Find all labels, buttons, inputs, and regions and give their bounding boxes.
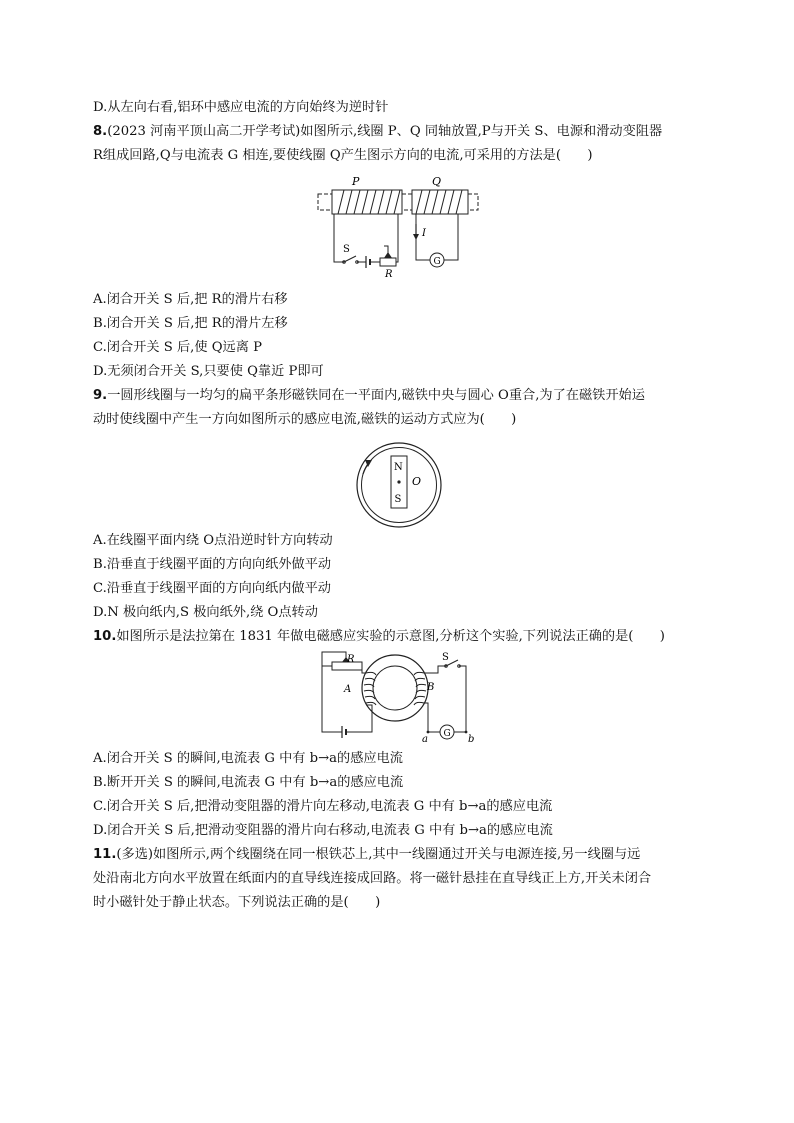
q8-number: 8.	[93, 124, 108, 139]
q8-stem-line-2: R组成回路,Q与电流表 G 相连,要使线圈 Q产生图示方向的电流,可采用的方法是( )	[93, 148, 593, 163]
fig8-label-s: S	[343, 244, 350, 255]
q11-stem-line-1	[93, 846, 640, 864]
fig10-label-b: B	[427, 682, 435, 693]
q8-option-a: A.闭合开关 S 后,把 R的滑片右移	[93, 292, 288, 307]
fig10-label-a: A	[344, 684, 352, 695]
q9-stem-text-1: 一圆形线圈与一均匀的扁平条形磁铁同在一平面内,磁铁中央与圆心 O重合,为了在磁铁开始运	[107, 388, 645, 403]
q9-option-b: B.沿垂直于线圈平面的方向向纸外做平动	[93, 557, 332, 572]
q10-stem-line-1	[93, 628, 665, 646]
fig9-label-s: S	[394, 494, 402, 505]
fig8-label-q: Q	[432, 175, 442, 188]
q8-stem-line-1	[93, 123, 662, 141]
q10-number: 10.	[93, 629, 117, 644]
q7-option-d: D.从左向右看,铝环中感应电流的方向始终为逆时针	[93, 100, 389, 115]
fig10-label-s: S	[442, 652, 449, 663]
q8-stem-text-1: (2023 河南平顶山高二开学考试)如图所示,线圈 P、Q 同轴放置,P与开关 S、电源和滑动变阻器	[107, 124, 663, 139]
fig10-label-b-terminal: b	[468, 734, 475, 744]
q8-option-b: B.闭合开关 S 后,把 R的滑片左移	[93, 316, 288, 331]
q9-stem-line-2: 动时使线圈中产生一方向如图所示的感应电流,磁铁的运动方式应为( )	[93, 412, 517, 427]
fig8-label-r: R	[385, 269, 393, 280]
fig9-center-dot	[397, 480, 400, 483]
q8-figure	[314, 172, 484, 280]
q9-stem-line-1	[93, 387, 645, 405]
q10-option-c: C.闭合开关 S 后,把滑动变阻器的滑片向左移动,电流表 G 中有 b→a的感应电流	[93, 799, 553, 814]
q8-option-c: C.闭合开关 S 后,使 Q远离 P	[93, 340, 262, 355]
q9-option-d: D.N 极向纸内,S 极向纸外,绕 O点转动	[93, 605, 318, 620]
q10-figure	[316, 648, 482, 744]
q11-stem-text-1: (多选)如图所示,两个线圈绕在同一根铁芯上,其中一线圈通过开关与电源连接,另一线圈与远	[116, 847, 641, 862]
fig8-label-g: G	[433, 257, 441, 267]
fig9-label-o: O	[412, 475, 422, 488]
q9-option-c: C.沿垂直于线圈平面的方向向纸内做平动	[93, 581, 331, 596]
q11-stem-line-3: 时小磁针处于静止状态。下列说法正确的是( )	[93, 895, 381, 910]
fig8-label-i: I	[422, 228, 426, 239]
fig10-label-g: G	[443, 729, 451, 739]
fig10-label-a-terminal: a	[422, 734, 428, 744]
q9-option-a: A.在线圈平面内绕 O点沿逆时针方向转动	[93, 533, 333, 548]
q11-number: 11.	[93, 847, 117, 862]
fig10-label-r: R	[347, 654, 355, 665]
q9-number: 9.	[93, 388, 108, 403]
fig8-label-p: P	[352, 175, 360, 188]
fig9-label-n: N	[394, 462, 403, 473]
q10-option-b: B.断开开关 S 的瞬间,电流表 G 中有 b→a的感应电流	[93, 775, 404, 790]
q10-option-a: A.闭合开关 S 的瞬间,电流表 G 中有 b→a的感应电流	[93, 751, 403, 766]
q11-stem-line-2: 处沿南北方向水平放置在纸面内的直导线连接成回路。将一磁针悬挂在直导线正上方,开关未闭合	[93, 871, 652, 886]
q10-option-d: D.闭合开关 S 后,把滑动变阻器的滑片向右移动,电流表 G 中有 b→a的感应电流	[93, 823, 553, 838]
q9-figure	[354, 440, 444, 530]
q8-option-d: D.无须闭合开关 S,只要使 Q靠近 P即可	[93, 364, 324, 379]
q10-stem-text-1: 如图所示是法拉第在 1831 年做电磁感应实验的示意图,分析这个实验,下列说法正确的是( )	[116, 629, 665, 644]
